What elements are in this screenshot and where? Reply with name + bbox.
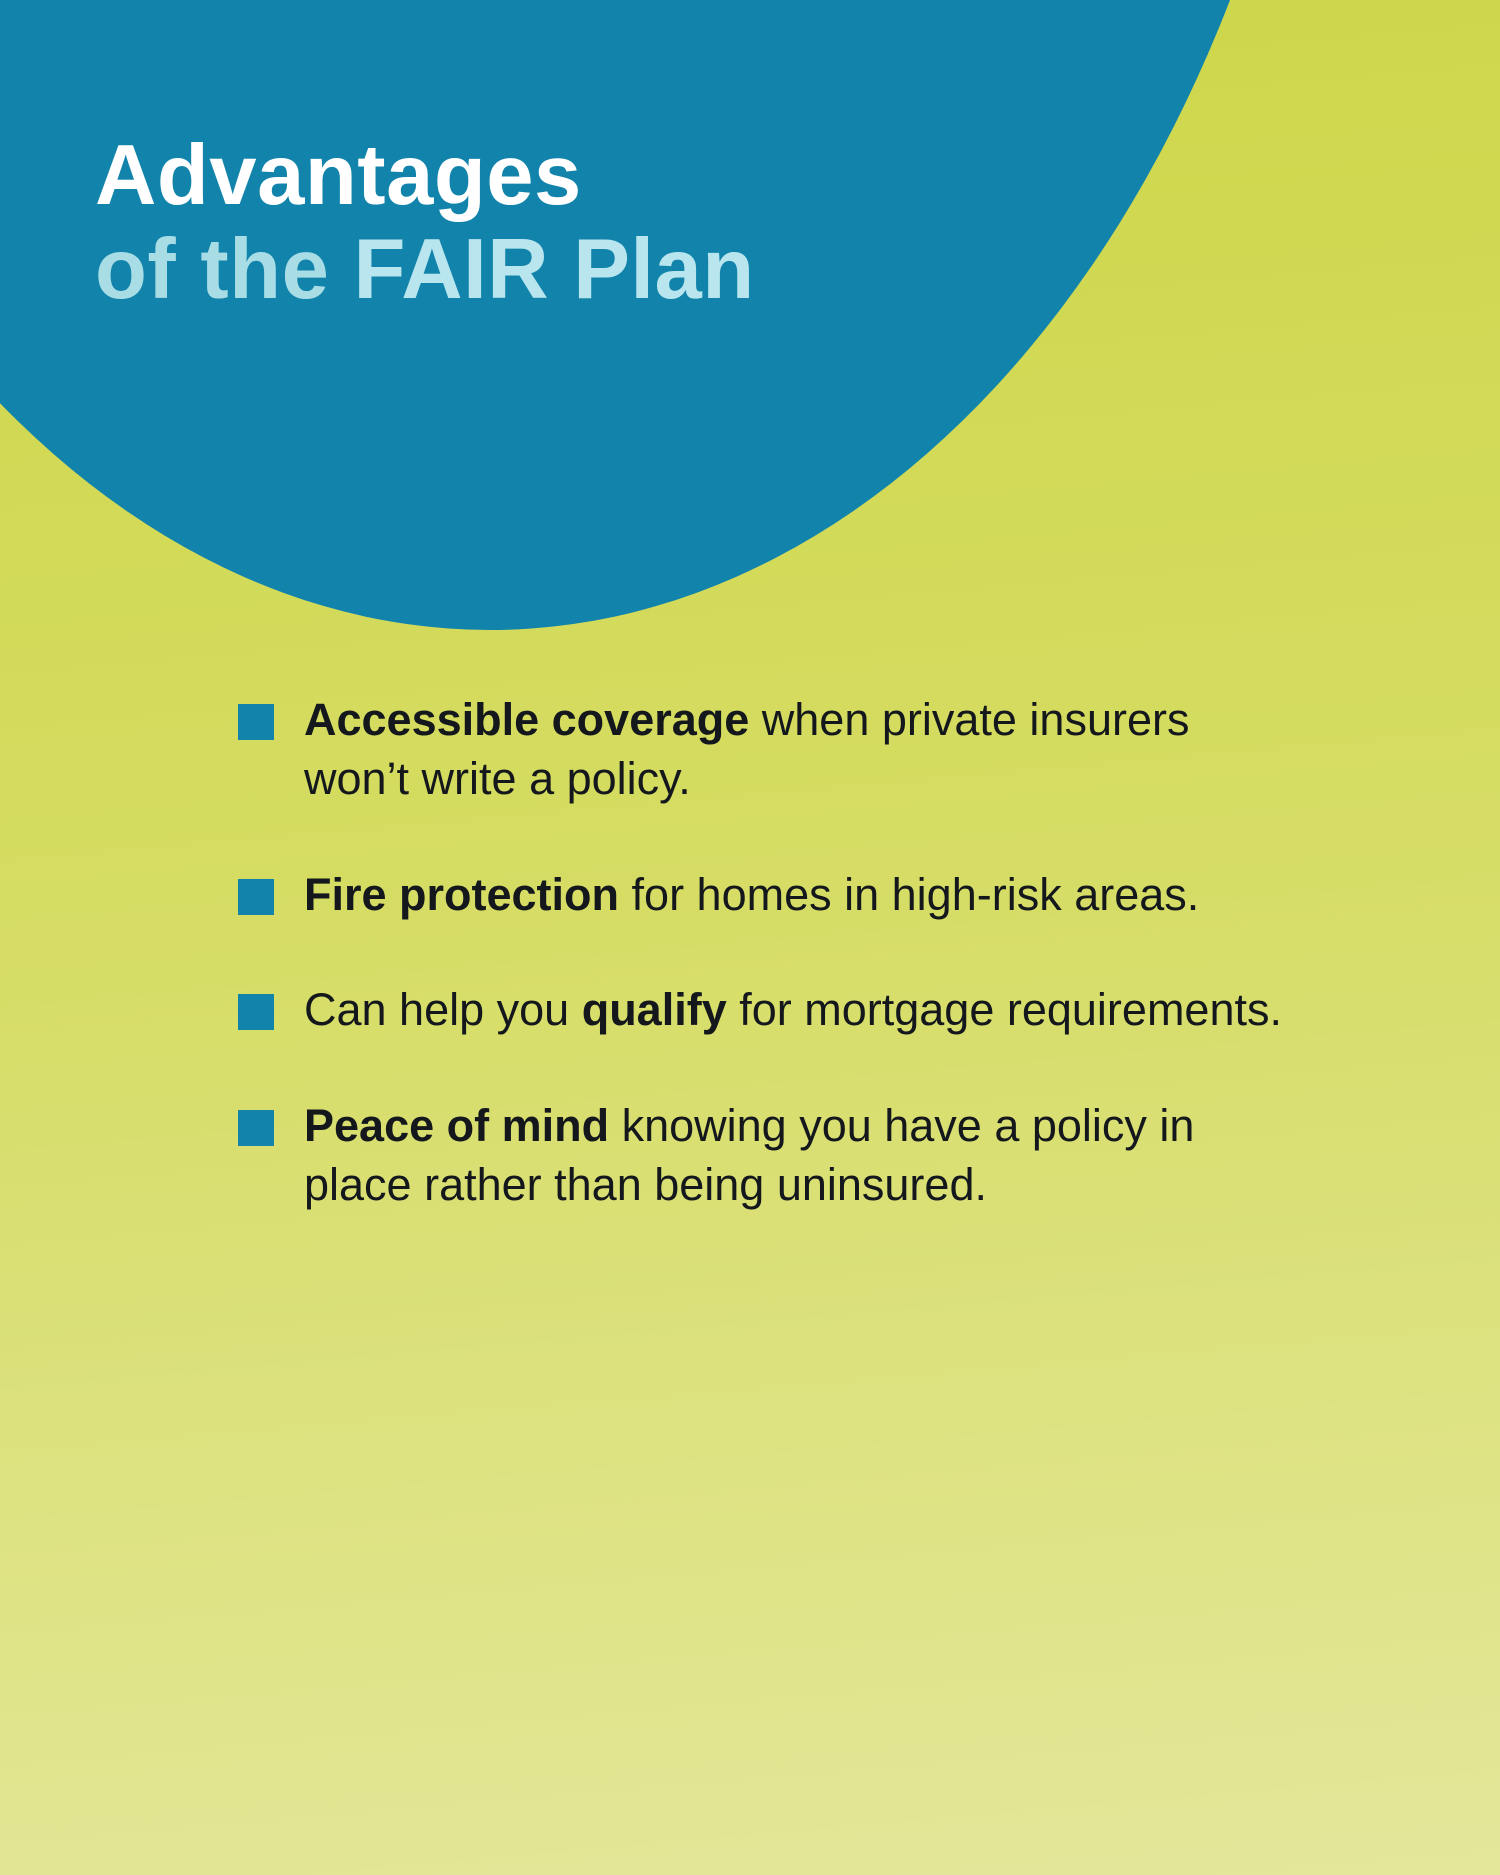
list-item-text — [304, 1096, 1298, 1215]
title-line-2-prefix: of the — [95, 221, 354, 317]
list-item-bold: qualify — [581, 984, 727, 1036]
list-item-rest: for homes in high-risk areas. — [619, 868, 1200, 920]
list-item-rest: for mortgage requirements. — [726, 984, 1282, 1036]
list-item — [238, 865, 1298, 924]
square-bullet-icon — [238, 704, 274, 740]
square-bullet-icon — [238, 1110, 274, 1146]
list-item-lead: Can help you — [304, 984, 582, 1036]
list-item-rest: knowing you have a policy in place rather than being uninsured. — [304, 1099, 1195, 1210]
list-item-bold: Accessible coverage — [304, 694, 750, 745]
title-line-1: Advantages — [95, 128, 582, 223]
list-item-bold: Peace of mind — [304, 1099, 610, 1151]
list-item-bold: Fire protection — [304, 868, 620, 920]
list-item-text — [304, 980, 1298, 1039]
list-item — [238, 1096, 1298, 1215]
page-title — [95, 130, 1095, 317]
square-bullet-icon — [238, 879, 274, 915]
list-item-text — [304, 690, 1298, 809]
list-item-text — [304, 865, 1298, 924]
title-line-2-highlight: FAIR Plan — [353, 221, 755, 317]
advantages-list — [238, 690, 1298, 1270]
list-item — [238, 690, 1298, 809]
square-bullet-icon — [238, 994, 274, 1030]
list-item-rest: when private insurers won’t write a policy. — [304, 694, 1190, 805]
title-line-2 — [95, 222, 1095, 317]
list-item — [238, 980, 1298, 1039]
